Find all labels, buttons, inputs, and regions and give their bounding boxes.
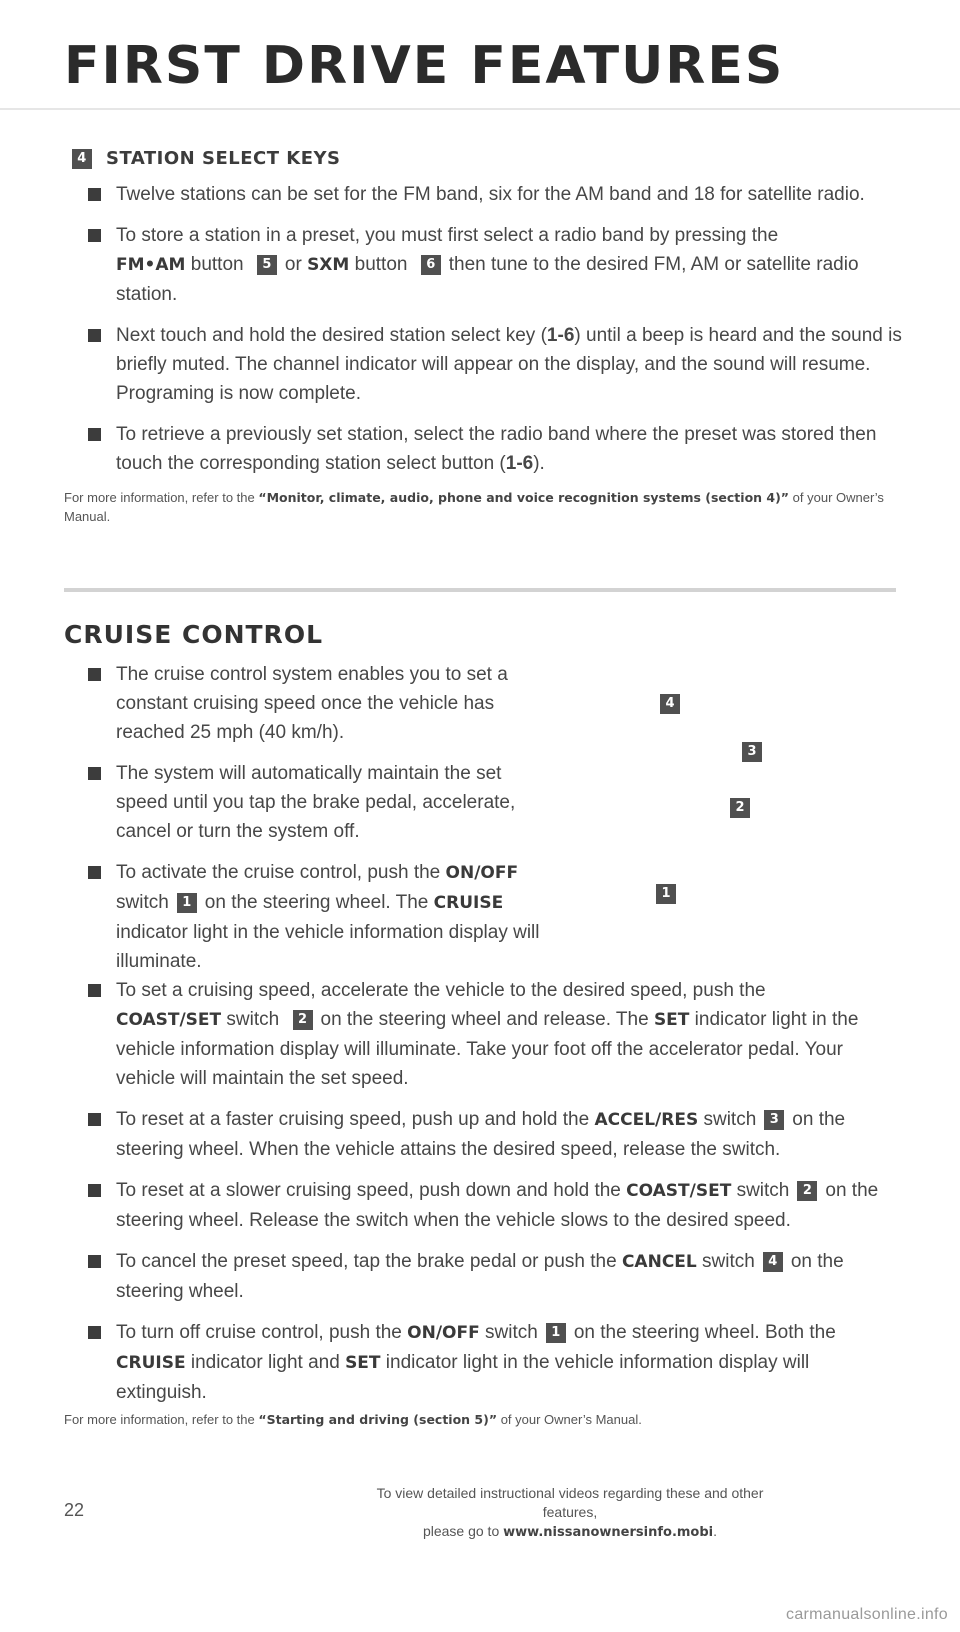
callout-badge: 5 xyxy=(257,255,277,275)
title-divider xyxy=(0,108,960,110)
section-divider xyxy=(64,588,896,592)
callout-badge: 1 xyxy=(177,893,197,913)
callout-badge: 2 xyxy=(797,1181,817,1201)
list-item: To activate the cruise control, push the ON/OFF switch 1 on the steering wheel. The CRUISE indicator light in the vehicle information display will illuminate. xyxy=(64,858,554,976)
list-item: To retrieve a previously set station, select the radio band where the preset was stored then touch the corresponding station select button (1-6). xyxy=(64,420,904,478)
footer-note: To view detailed instructional videos regarding these and other features, please go to www.nissanownersinfo.mobi. xyxy=(376,1485,764,1540)
cruise-bullet-list-bottom xyxy=(64,976,904,1419)
list-item: Twelve stations can be set for the FM band, six for the AM band and 18 for satellite radio. xyxy=(64,180,904,209)
callout-badge: 3 xyxy=(764,1110,784,1130)
page-title: FIRST DRIVE FEATURES xyxy=(64,36,785,96)
diagram-callout-2: 2 xyxy=(730,798,750,818)
website-link[interactable]: www.nissanownersinfo.mobi xyxy=(503,1525,714,1540)
watermark: carmanualsonline.info xyxy=(786,1606,948,1623)
diagram-callout-1: 1 xyxy=(656,884,676,904)
list-item: To store a station in a preset, you must first select a radio band by pressing the FM•AM button 5 or SXM button 6 then tune to the desired FM, AM or satellite radio station. xyxy=(64,221,904,309)
list-item: The cruise control system enables you to set a constant cruising speed once the vehicle has reached 25 mph (40 km/h). xyxy=(64,660,554,747)
diagram-callout-3: 3 xyxy=(742,742,762,762)
cruise-control-heading: CRUISE CONTROL xyxy=(64,620,323,649)
list-item: To set a cruising speed, accelerate the vehicle to the desired speed, push the COAST/SET switch 2 on the steering wheel and release. The SET indicator light in the vehicle information display will illuminate. Take your foot off the accelerator pedal. Your vehicle will maintain the set speed. xyxy=(64,976,904,1093)
list-item: To turn off cruise control, push the ON/OFF switch 1 on the steering wheel. Both the CRUISE indicator light and SET indicator light in the vehicle information display will extinguish. xyxy=(64,1318,904,1407)
list-item: To reset at a slower cruising speed, push down and hold the COAST/SET switch 2 on the steering wheel. Release the switch when the vehicle slows to the desired speed. xyxy=(64,1176,904,1235)
cruise-bullet-list-top xyxy=(64,660,554,988)
list-item: To cancel the preset speed, tap the brake pedal or push the CANCEL switch 4 on the steering wheel. xyxy=(64,1247,904,1306)
callout-badge: 4 xyxy=(72,149,92,169)
callout-badge: 6 xyxy=(421,255,441,275)
callout-badge: 2 xyxy=(293,1010,313,1030)
page-number: 22 xyxy=(64,1500,85,1520)
station-select-heading xyxy=(72,148,341,169)
list-item: To reset at a faster cruising speed, push up and hold the ACCEL/RES switch 3 on the steering wheel. When the vehicle attains the desired speed, release the switch. xyxy=(64,1105,904,1164)
list-item: The system will automatically maintain the set speed until you tap the brake pedal, accelerate, cancel or turn the system off. xyxy=(64,759,554,846)
callout-badge: 1 xyxy=(546,1323,566,1343)
station-bullet-list xyxy=(64,180,904,490)
cruise-reference-note: For more information, refer to the “Starting and driving (section 5)” of your Owner’s Manual. xyxy=(64,1412,642,1427)
station-reference-note: For more information, refer to the “Monitor, climate, audio, phone and voice recognition systems (section 4)” of your Owner’s Manual. xyxy=(64,490,884,524)
heading-text: STATION SELECT KEYS xyxy=(106,148,341,169)
diagram-callout-4: 4 xyxy=(660,694,680,714)
list-item: Next touch and hold the desired station select key (1-6) until a beep is heard and the sound is briefly muted. The channel indicator will appear on the display, and the sound will resume. Programing is now complete. xyxy=(64,321,904,408)
callout-badge: 4 xyxy=(763,1252,783,1272)
